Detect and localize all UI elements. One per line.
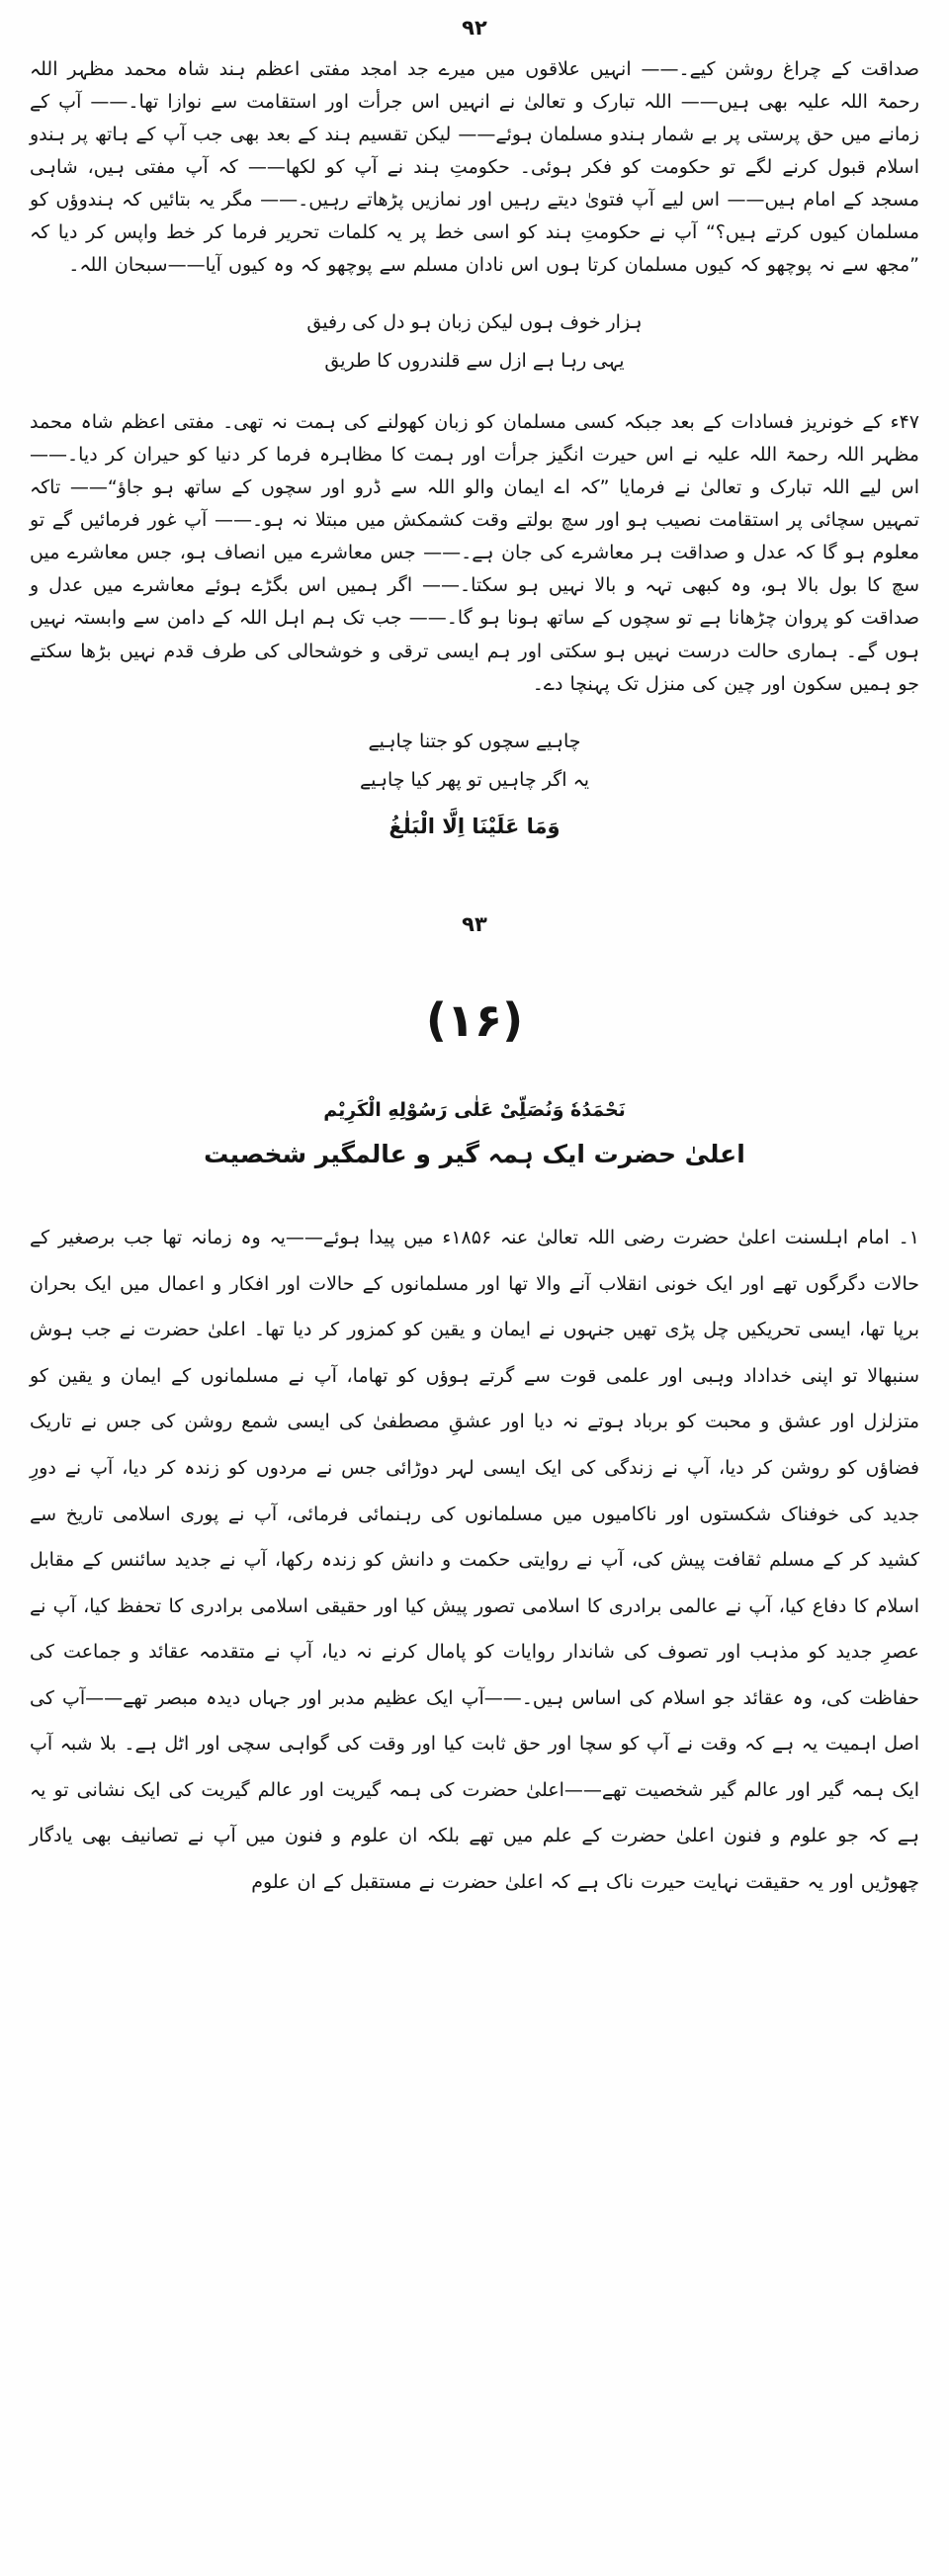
page-number-92: ۹۲ (462, 16, 487, 40)
page92-paragraph-2: ۴۷ء کے خونریز فسادات کے بعد جبکہ کسی مسلمان کو زبان کھولنے کی ہمت نہ تھی۔ مفتی اعظم شاہ محمد مظہر اللہ رحمۃ اللہ علیہ نے اس حیرت انگیز جرأت اور ہمت کا مظاہرہ فرما کر دنیا کو حیران کر دیا۔—— اس لیے اللہ تبارک و تعالیٰ نے فرمایا ”کہ اے ایمان والو اللہ سے ڈرو اور سچوں کے ساتھ ہو جاؤ“—— تاکہ تمہیں سچائی پر استقامت نصیب ہو اور سچ بولتے وقت کشمکش میں مبتلا نہ ہو۔—— آپ غور فرمائیں گے تو معلوم ہو گا کہ عدل و صداقت ہر معاشرے کی جان ہے۔—— جس معاشرے میں انصاف ہو، جس معاشرے میں سچ کا بول بالا ہو، وہ کبھی تہہ و بالا نہیں ہو سکتا۔—— اگر ہمیں اس بگڑے ہوئے معاشرے میں عدل و صداقت کو پروان چڑھانا ہے تو سچوں کے ساتھ ہونا ہو گا۔—— جب تک ہم اہل اللہ کے دامن سے وابستہ نہیں ہوں گے۔ ہماری حالت درست نہیں ہو سکتی اور ہم ایسی ترقی و خوشحالی کی طرف قدم نہیں بڑھا سکتے جو ہمیں سکون اور چین کی منزل تک پہنچا دے۔ (30, 411, 919, 695)
page93-paragraph-1: ۱۔ امام اہلسنت اعلیٰ حضرت رضی اللہ تعالیٰ عنہ ۱۸۵۶ء میں پیدا ہوئے——یہ وہ زمانہ تھا جب برصغیر کے حالات دگرگوں تھے اور ایک خونی انقلاب آنے والا تھا اور مسلمانوں کے حالات اور افکار و اعمال میں ایک بحران برپا تھا، ایسی تحریکیں چل پڑی تھیں جنہوں نے ایمان و یقین کو کمزور کر دیا تھا۔ اعلیٰ حضرت نے جب ہوش سنبھالا تو اپنی خداداد وہبی اور علمی قوت سے گرتے ہوؤں کو تھاما، آپ نے مسلمانوں کے ایمان و یقین کو متزلزل اور عشق و محبت کو برباد ہوتے نہ دیا اور عشقِ مصطفیٰ کی ایسی شمع روشن کی جس نے تاریک فضاؤں کو روشن کر دیا، آپ نے زندگی کی ایک ایسی لہر دوڑائی جس نے مردوں کو زندہ کر دیا، آپ نے دورِ جدید کی خوفناک شکستوں اور ناکامیوں میں مسلمانوں کی رہنمائی فرمائی، آپ نے پوری اسلامی تاریخ سے کشید کر کے مسلم ثقافت پیش کی، آپ نے روایتی حکمت و دانش کو زندہ رکھا، آپ نے جدید سائنس کے مقابل اسلام کا دفاع کیا، آپ نے عالمی برادری کا اسلامی تصور پیش کیا اور حقیقی اسلامی برادری کا تحفظ کیا، آپ نے عصرِ جدید کو مذہب اور تصوف کی شاندار روایات کو پامال کرنے نہ دیا، آپ نے متقدمہ عقائد و جماعت کی حفاظت کی، وہ عقائد جو اسلام کی اساس ہیں۔——آپ ایک عظیم مدبر اور جہاں دیدہ مبصر تھے——آپ کی اصل اہمیت یہ ہے کہ وقت نے آپ کو سچا اور حق ثابت کیا اور وقت کی گواہی سچی اور اٹل ہے۔ بلا شبہ آپ ایک ہمہ گیر اور عالم گیر شخصیت تھے——اعلیٰ حضرت کی ہمہ گیریت اور عالم گیریت کی ایک نشانی تو یہ ہے کہ جو علوم و فنون اعلیٰ حضرت کے علم میں تھے بلکہ ان علوم و فنون میں آپ نے تصانیف بھی یادگار چھوڑیں اور یہ حقیقت نہایت حیرت ناک ہے کہ اعلیٰ حضرت نے مستقبل کے ان علوم (30, 1227, 919, 1893)
verse-line-1: ہزار خوف ہوں لیکن زبان ہو دل کی رفیق (306, 311, 643, 334)
arabic-quote: وَمَا عَلَيْنَا اِلَّا الْبَلٰغُ (388, 814, 561, 838)
chapter-heading: اعلیٰ حضرت ایک ہمہ گیر و عالمگیر شخصیت (204, 1139, 745, 1168)
page-number-93: ۹۳ (462, 911, 487, 936)
section-number: (۱۶) (425, 992, 524, 1047)
verse-line-1: چاہیے سچوں کو جتنا چاہیے (368, 730, 581, 752)
page92-paragraph-1: صداقت کے چراغ روشن کیے۔—— انہیں علاقوں میں میرے جد امجد مفتی اعظم ہند شاہ محمد مظہر اللہ رحمۃ اللہ علیہ بھی ہیں—— اللہ تبارک و تعالیٰ نے انہیں اس جرأت اور استقامت سے نوازا تھا۔—— آپ کے زمانے میں حق پرستی پر بے شمار ہندو مسلمان ہوئے—— لیکن تقسیم ہند کے بعد بھی جب آپ کے ہاتھ پر ہندو اسلام قبول کرنے لگے تو حکومت کو فکر ہوئی۔ حکومتِ ہند نے آپ کو لکھا—— کہ آپ مفتی ہیں، شاہی مسجد کے امام ہیں—— اس لیے آپ فتویٰ دیتے رہیں اور نمازیں پڑھاتے رہیں۔—— مگر یہ بتائیں کہ ہندوؤں کو مسلمان کیوں کرتے ہیں؟“ آپ نے حکومتِ ہند کو اسی خط پر یہ کلمات تحریر فرما کر خط واپس کر دیا کہ ”مجھ سے نہ پوچھو کہ کیوں مسلمان کرتا ہوں اس نادان مسلم سے پوچھو کہ وہ کیوں آیا——سبحان اللہ۔ (30, 58, 919, 277)
verse-line-2: یہی رہا ہے ازل سے قلندروں کا طریق (324, 350, 625, 373)
page92-couplet-1 (30, 303, 919, 381)
arabic-invocation: نَحْمَدُهٗ وَنُصَلِّیْ عَلٰی رَسُوْلِهِ الْکَرِیْم (323, 1098, 626, 1121)
verse-line-2: یہ اگر چاہیں تو پھر کیا چاہیے (359, 768, 590, 791)
page92-couplet-2 (30, 723, 919, 849)
